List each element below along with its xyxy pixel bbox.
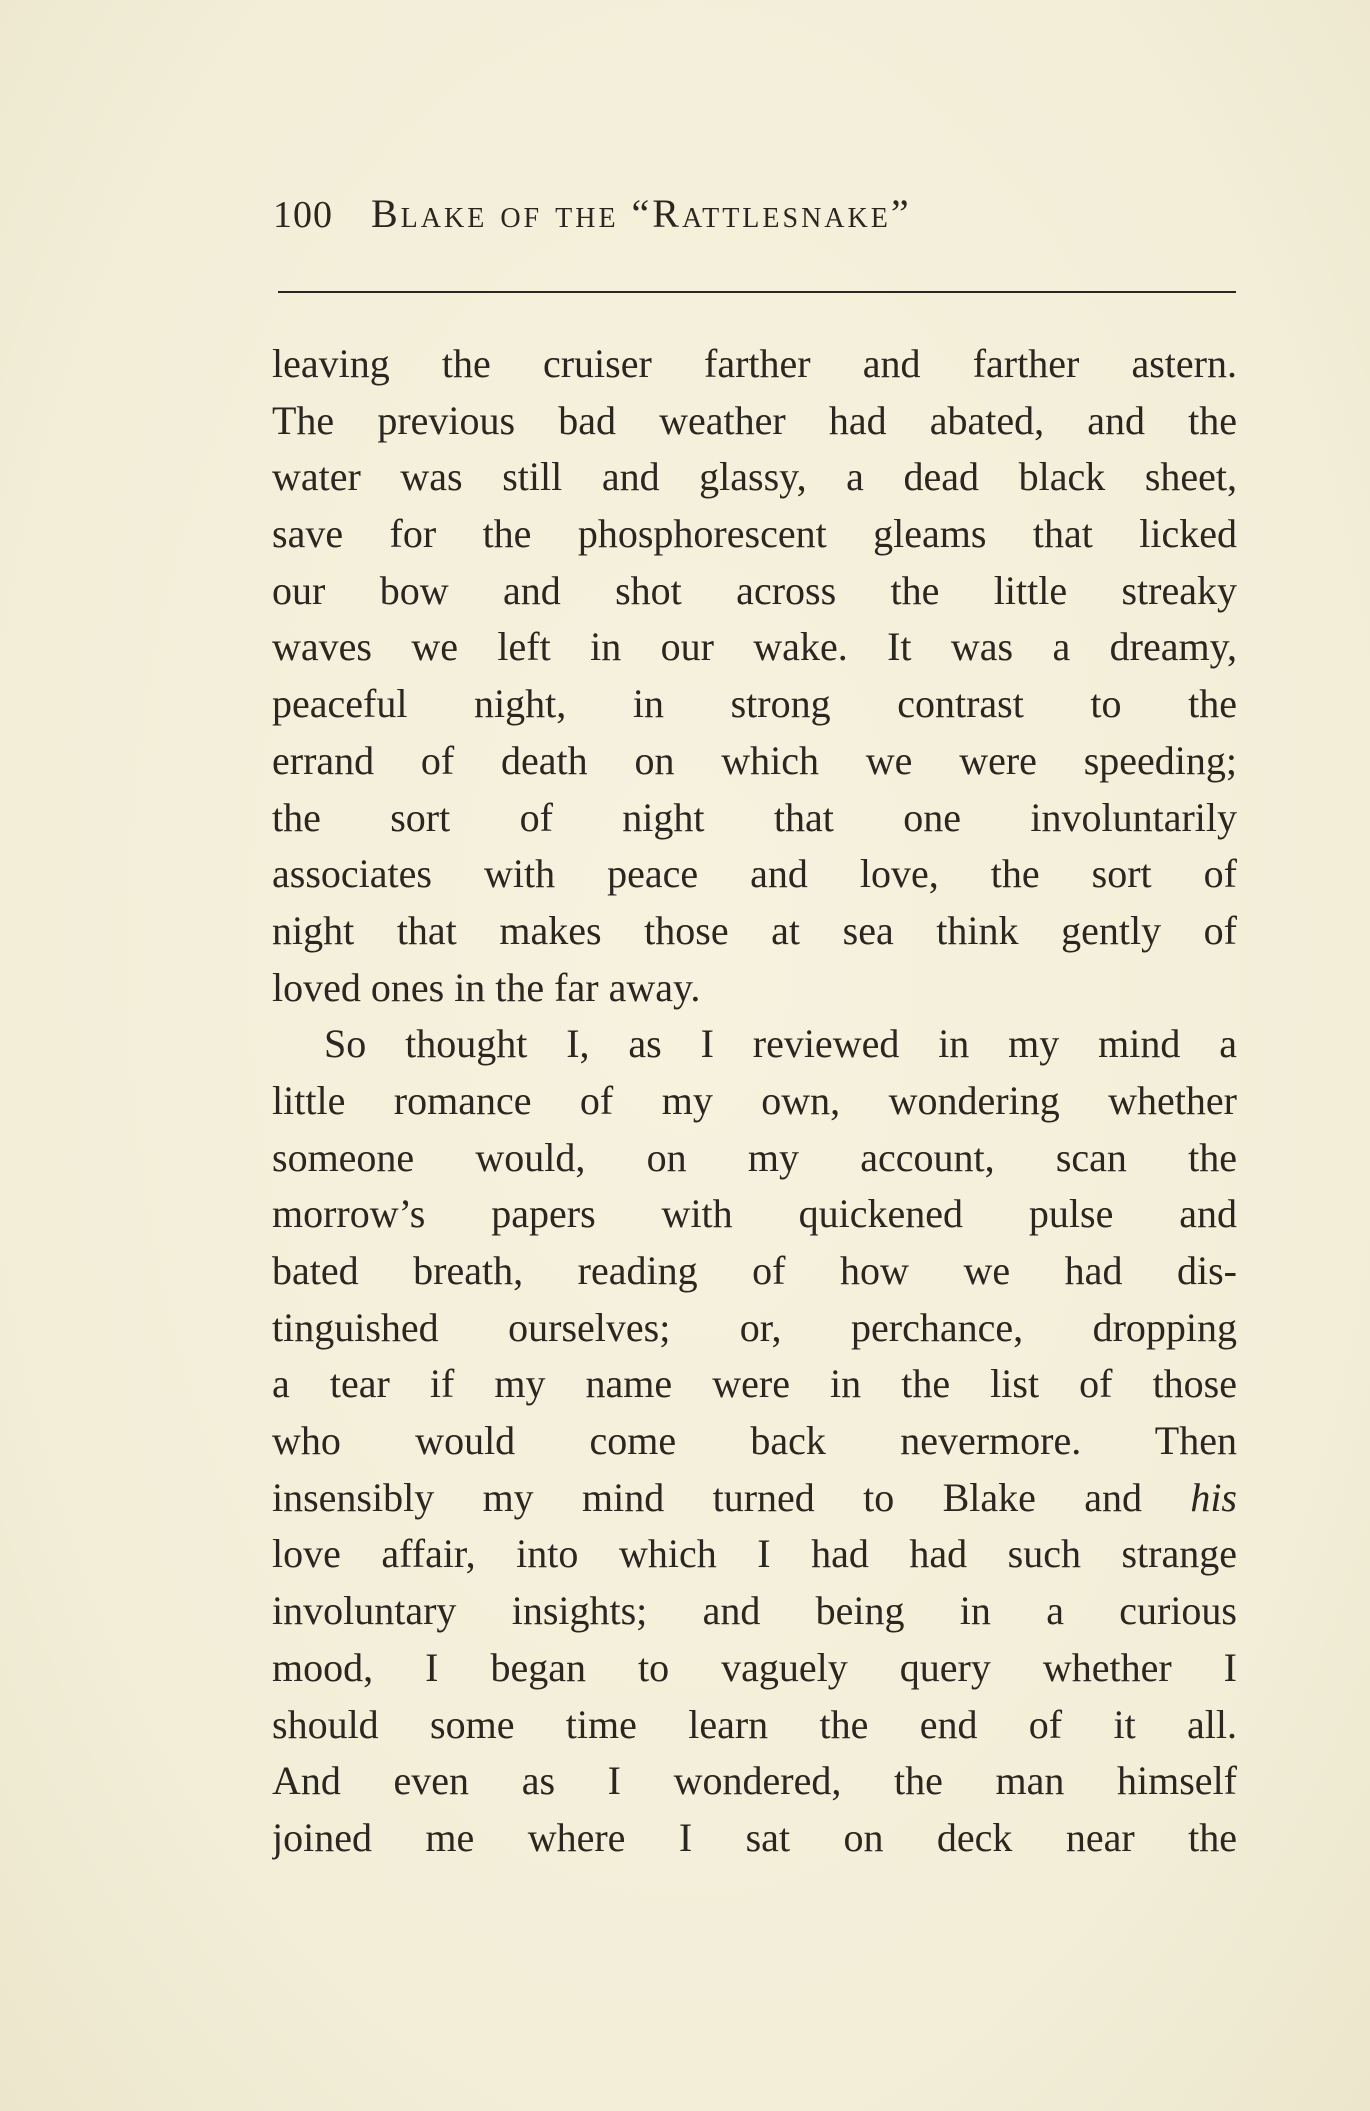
text-line: And even as I wondered, the man himself bbox=[272, 1758, 1237, 1804]
text-line: should some time learn the end of it all. bbox=[272, 1701, 1237, 1747]
text-line: peaceful night, in strong contrast to the bbox=[272, 681, 1237, 727]
text-line: our bow and shot across the little streaky bbox=[272, 567, 1237, 613]
text-line: The previous bad weather had abated, and the bbox=[272, 397, 1237, 443]
page-number: 100 bbox=[273, 194, 333, 236]
text-line: save for the phosphorescent gleams that licked bbox=[272, 511, 1237, 557]
text-line: bated breath, reading of how we had dis- bbox=[272, 1248, 1237, 1293]
italic-word: his bbox=[1190, 1474, 1237, 1520]
running-title: Blake of the “Rattlesnake” bbox=[371, 191, 912, 236]
text-line: involuntary insights; and being in a curious bbox=[272, 1588, 1237, 1634]
header-rule bbox=[278, 291, 1236, 293]
running-head bbox=[273, 190, 1233, 250]
text-line: love affair, into which I had had such strange bbox=[272, 1531, 1237, 1577]
text-line: morrow’s papers with quickened pulse and bbox=[272, 1191, 1237, 1237]
text-line: mood, I began to vaguely query whether I bbox=[272, 1644, 1237, 1690]
text-line: leaving the cruiser farther and farther astern. bbox=[272, 341, 1237, 386]
text-line: night that makes those at sea think gently of bbox=[272, 907, 1237, 953]
text-line: errand of death on which we were speeding; bbox=[272, 737, 1237, 783]
text-line: little romance of my own, wondering whether bbox=[272, 1077, 1237, 1123]
text-line: tinguished ourselves; or, perchance, dropping bbox=[272, 1304, 1237, 1350]
text-line: a tear if my name were in the list of those bbox=[272, 1361, 1237, 1407]
text-line: someone would, on my account, scan the bbox=[272, 1134, 1237, 1180]
text-line: So thought I, as I reviewed in my mind a bbox=[324, 1021, 1237, 1067]
text-line: who would come back nevermore. Then bbox=[272, 1418, 1237, 1464]
text-line: water was still and glassy, a dead black sheet, bbox=[272, 454, 1237, 500]
text-line: associates with peace and love, the sort of bbox=[272, 851, 1237, 897]
text-line: loved ones in the far away. bbox=[272, 964, 701, 1010]
text-line: the sort of night that one involuntarily bbox=[272, 794, 1237, 840]
text-line: insensibly my mind turned to Blake and his bbox=[272, 1474, 1237, 1520]
body-text bbox=[272, 336, 1237, 1867]
text-line: waves we left in our wake. It was a dreamy, bbox=[272, 624, 1237, 670]
text-line: joined me where I sat on deck near the bbox=[272, 1814, 1237, 1860]
